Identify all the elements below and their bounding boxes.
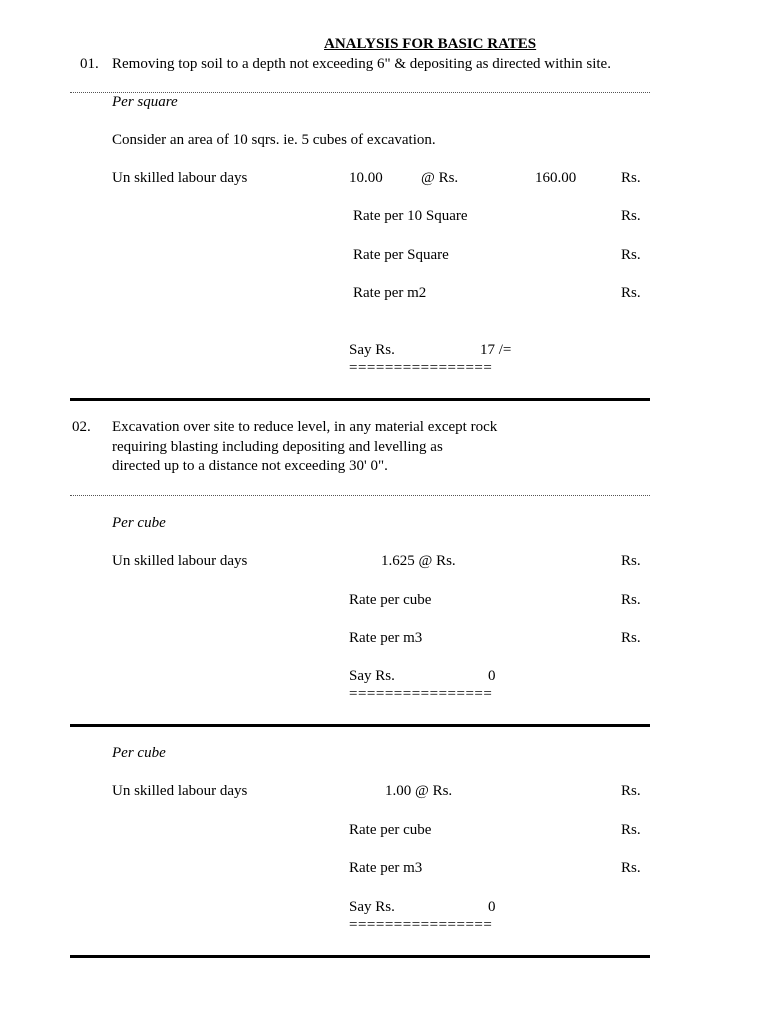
item-description-line: requiring blasting including depositing and levelling as (112, 439, 443, 455)
say-value: 0 (488, 668, 496, 684)
rs-label: Rs. (621, 822, 641, 838)
rate-per-10-square-label: Rate per 10 Square (353, 208, 468, 224)
double-underline: ================ (349, 360, 493, 376)
dotted-divider (70, 495, 650, 496)
rs-label: Rs. (621, 553, 641, 569)
say-value: 17 /= (480, 342, 512, 358)
unit-label: Per cube (112, 515, 166, 531)
rs-label: Rs. (621, 170, 641, 186)
rate-per-square-label: Rate per Square (353, 247, 449, 263)
labour-quantity: 10.00 (349, 170, 383, 186)
labour-quantity-rate: 1.625 @ Rs. (381, 553, 456, 569)
double-underline: ================ (349, 917, 493, 933)
item-number: 02. (72, 419, 91, 435)
item-description-line: Excavation over site to reduce level, in any material except rock (112, 419, 498, 435)
rs-label: Rs. (621, 860, 641, 876)
double-underline: ================ (349, 686, 493, 702)
rs-label: Rs. (621, 783, 641, 799)
labour-quantity-rate: 1.00 @ Rs. (385, 783, 453, 799)
unit-label: Per square (112, 94, 178, 110)
item-number: 01. (80, 56, 99, 72)
rs-label: Rs. (621, 247, 641, 263)
say-value: 0 (488, 899, 496, 915)
item-description-line: directed up to a distance not exceeding 30' 0". (112, 458, 388, 474)
section-divider (70, 955, 650, 958)
rs-label: Rs. (621, 630, 641, 646)
rate-per-cube-label: Rate per cube (349, 592, 432, 608)
rs-label: Rs. (621, 285, 641, 301)
rate-per-m2-label: Rate per m2 (353, 285, 427, 301)
say-label: Say Rs. (349, 668, 395, 684)
at-rs-label: @ Rs. (421, 170, 459, 186)
item-description: Removing top soil to a depth not exceeding 6" & depositing as directed within site. (112, 56, 611, 72)
rate-per-cube-label: Rate per cube (349, 822, 432, 838)
section-divider (70, 398, 650, 401)
rate-per-m3-label: Rate per m3 (349, 630, 423, 646)
labour-rate: 160.00 (535, 170, 577, 186)
rate-per-m3-label: Rate per m3 (349, 860, 423, 876)
rs-label: Rs. (621, 592, 641, 608)
page-title: ANALYSIS FOR BASIC RATES (324, 36, 537, 52)
say-label: Say Rs. (349, 899, 395, 915)
say-label: Say Rs. (349, 342, 395, 358)
unit-label: Per cube (112, 745, 166, 761)
area-note: Consider an area of 10 sqrs. ie. 5 cubes of excavation. (112, 132, 436, 148)
rs-label: Rs. (621, 208, 641, 224)
labour-label: Un skilled labour days (112, 170, 248, 186)
labour-label: Un skilled labour days (112, 553, 248, 569)
labour-label: Un skilled labour days (112, 783, 248, 799)
section-divider (70, 724, 650, 727)
